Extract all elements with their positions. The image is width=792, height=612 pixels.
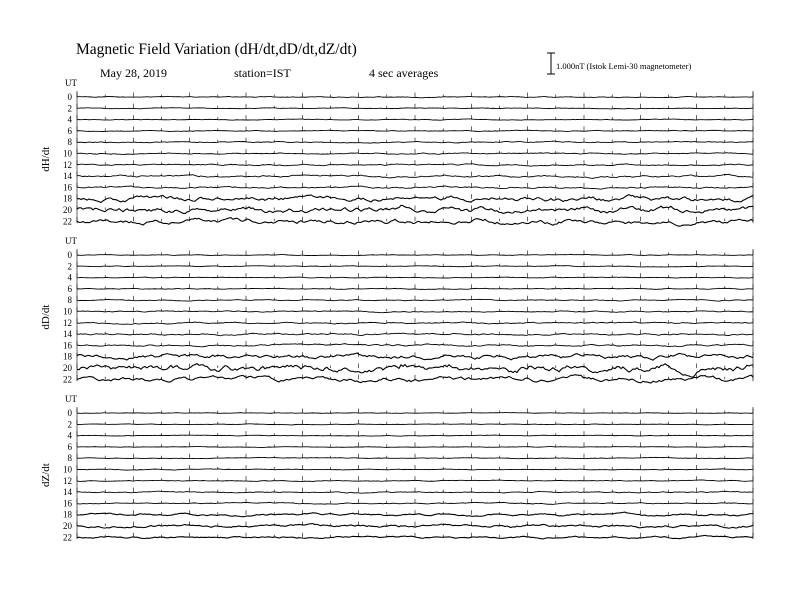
row-label-dddt-10: 10	[63, 306, 72, 317]
row-label-dzdt-2: 2	[67, 419, 72, 430]
scale-bar-label: 1.000nT (Istok Lemi-30 magnetometer)	[556, 61, 692, 71]
row-label-dzdt-22: 22	[63, 532, 72, 543]
ylabel-dddt: dD/dt	[40, 304, 52, 330]
row-label-dddt-20: 20	[63, 363, 72, 373]
date-label: May 28, 2019	[100, 66, 167, 80]
row-label-dhdt-0: 0	[67, 92, 72, 102]
ticks-dzdt-2	[77, 420, 753, 425]
ticks-dzdt-14	[77, 488, 753, 493]
row-label-dddt-18: 18	[63, 351, 72, 362]
ticks-dddt-4	[77, 273, 753, 278]
row-label-dhdt-2: 2	[67, 103, 72, 114]
row-label-dhdt-12: 12	[63, 159, 72, 170]
row-label-dzdt-12: 12	[63, 475, 72, 486]
row-label-dhdt-14: 14	[63, 171, 72, 182]
ticks-dzdt-6	[77, 442, 753, 447]
row-label-dddt-6: 6	[67, 283, 72, 294]
row-label-dhdt-16: 16	[63, 182, 72, 193]
row-label-dzdt-4: 4	[67, 430, 72, 441]
ticks-dddt-14	[77, 330, 753, 335]
ut-label-dddt: UT	[65, 236, 77, 246]
ticks-dzdt-16	[77, 499, 753, 504]
chart-title: Magnetic Field Variation (dH/dt,dD/dt,dZ/dt)	[76, 41, 357, 58]
ticks-dzdt-0	[77, 409, 753, 414]
row-label-dzdt-0: 0	[67, 408, 72, 418]
row-label-dddt-8: 8	[67, 295, 72, 306]
row-label-dddt-0: 0	[67, 250, 72, 260]
panels-group	[40, 78, 753, 542]
row-label-dddt-22: 22	[63, 374, 72, 385]
ticks-dddt-16	[77, 341, 753, 346]
ut-label-dzdt: UT	[65, 394, 77, 404]
row-label-dhdt-20: 20	[63, 205, 72, 215]
row-label-dddt-14: 14	[63, 329, 72, 340]
ticks-dhdt-22	[77, 217, 753, 222]
ylabel-dhdt: dH/dt	[40, 146, 52, 172]
row-label-dzdt-8: 8	[67, 453, 72, 464]
row-label-dzdt-16: 16	[63, 498, 72, 509]
row-label-dzdt-10: 10	[63, 464, 72, 475]
row-label-dhdt-22: 22	[63, 216, 72, 227]
row-label-dddt-12: 12	[63, 317, 72, 328]
row-label-dzdt-18: 18	[63, 509, 72, 520]
ut-label-dhdt: UT	[65, 78, 77, 88]
ticks-dddt-0	[77, 251, 753, 256]
row-label-dzdt-14: 14	[63, 487, 72, 498]
row-label-dddt-16: 16	[63, 340, 72, 351]
row-label-dhdt-18: 18	[63, 193, 72, 204]
row-label-dddt-2: 2	[67, 261, 72, 272]
averaging-label: 4 sec averages	[369, 66, 439, 80]
row-label-dhdt-10: 10	[63, 148, 72, 159]
row-label-dddt-4: 4	[67, 272, 72, 283]
scale-bar	[547, 53, 555, 74]
row-label-dzdt-6: 6	[67, 441, 72, 452]
row-label-dhdt-8: 8	[67, 137, 72, 148]
station-label: station=IST	[234, 66, 291, 80]
ylabel-dzdt: dZ/dt	[40, 463, 52, 488]
ticks-dddt-8	[77, 296, 753, 301]
row-label-dhdt-4: 4	[67, 114, 72, 125]
ticks-dzdt-10	[77, 465, 753, 470]
row-label-dhdt-6: 6	[67, 125, 72, 136]
row-label-dzdt-20: 20	[63, 521, 72, 531]
